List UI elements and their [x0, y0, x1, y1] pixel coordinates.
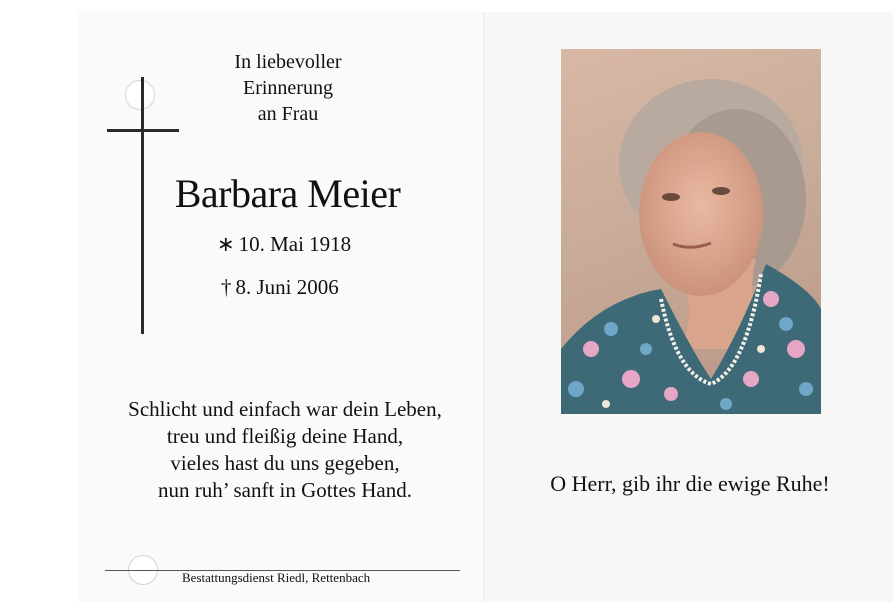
heading-line-2: Erinnerung	[243, 77, 333, 99]
birth-date	[217, 231, 351, 257]
verse-line-4: nun ruh’ sanft in Gottes Hand.	[158, 478, 412, 502]
verse	[100, 396, 470, 504]
portrait-illustration	[561, 49, 821, 414]
death-date	[221, 274, 339, 300]
heading	[188, 49, 388, 127]
card-fold	[483, 12, 484, 602]
top-hole-circle	[125, 80, 155, 110]
death-cross-icon: †	[221, 275, 232, 299]
verse-line-3: vieles hast du uns gegeben,	[170, 451, 400, 475]
verse-line-1: Schlicht und einfach war dein Leben,	[128, 397, 442, 421]
birth-star-icon: ∗	[217, 232, 235, 256]
heading-line-3: an Frau	[257, 103, 319, 125]
funeral-home: Bestattungsdienst Riedl, Rettenbach	[182, 570, 371, 585]
portrait-photo	[561, 49, 821, 414]
heading-line-1: In liebevoller	[234, 51, 342, 73]
death-date-text: 8. Juni 2006	[235, 275, 339, 299]
prayer: O Herr, gib ihr die ewige Ruhe!	[550, 471, 830, 496]
birth-date-text: 10. Mai 1918	[238, 232, 352, 256]
verse-line-2: treu und fleißig deine Hand,	[166, 424, 404, 448]
deceased-name: Barbara Meier	[174, 171, 401, 216]
